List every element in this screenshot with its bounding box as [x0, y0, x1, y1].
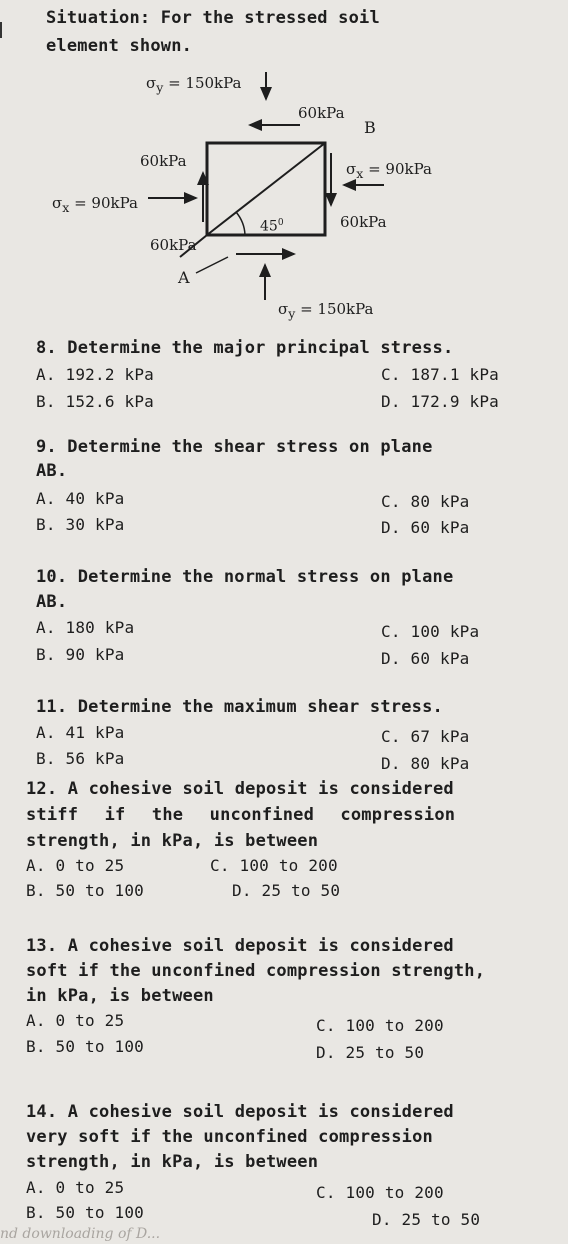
- stress-element-diagram: [0, 55, 568, 325]
- question-14-stem-1: 14. A cohesive soil deposit is considered: [26, 1102, 454, 1122]
- question-12-option-a[interactable]: A. 0 to 25: [26, 856, 125, 875]
- question-14-stem-2: very soft if the unconfined compression: [26, 1127, 433, 1147]
- shear-left-upper-label: 60kPa: [140, 152, 187, 170]
- question-12-option-d[interactable]: D. 25 to 50: [232, 881, 341, 900]
- question-8-option-a[interactable]: A. 192.2 kPa: [36, 365, 154, 384]
- sigma-x-right-label: $\sigma_x = 90kPa$: [346, 160, 432, 181]
- question-8-option-b[interactable]: B. 152.6 kPa: [36, 392, 154, 411]
- question-13-option-c[interactable]: C. 100 to 200: [316, 1016, 444, 1035]
- question-9-option-a[interactable]: A. 40 kPa: [36, 489, 125, 508]
- angle-arc: [236, 212, 245, 235]
- question-13-stem-1: 13. A cohesive soil deposit is considered: [26, 936, 454, 956]
- question-9-option-c[interactable]: C. 80 kPa: [381, 492, 470, 511]
- shear-right-label: 60kPa: [340, 213, 387, 231]
- question-11-option-b[interactable]: B. 56 kPa: [36, 749, 125, 768]
- question-9-stem-2: AB.: [36, 461, 68, 481]
- question-9-stem-1: 9. Determine the shear stress on plane: [36, 437, 433, 457]
- shear-left-lower-label: 60kPa: [150, 236, 197, 254]
- question-13-stem-2: soft if the unconfined compression strength,: [26, 961, 486, 981]
- question-10-stem-1: 10. Determine the normal stress on plane: [36, 567, 454, 587]
- question-14-option-c[interactable]: C. 100 to 200: [316, 1183, 444, 1202]
- point-a-label: A: [178, 268, 190, 287]
- question-12-stem-2: stiff if the unconfined compression: [26, 805, 456, 825]
- question-10-option-c[interactable]: C. 100 kPa: [381, 622, 480, 641]
- sigma-x-left-label: $\sigma_x = 90kPa$: [52, 194, 138, 215]
- situation-line-1: Situation: For the stressed soil: [46, 8, 380, 28]
- question-10-option-d[interactable]: D. 60 kPa: [381, 649, 470, 668]
- question-13-stem-3: in kPa, is between: [26, 986, 214, 1006]
- question-11-option-a[interactable]: A. 41 kPa: [36, 723, 125, 742]
- angle-label: $45^0$: [260, 218, 284, 235]
- question-9-option-d[interactable]: D. 60 kPa: [381, 518, 470, 537]
- question-11-option-d[interactable]: D. 80 kPa: [381, 754, 470, 773]
- question-13-option-d[interactable]: D. 25 to 50: [316, 1043, 425, 1062]
- question-10-option-b[interactable]: B. 90 kPa: [36, 645, 125, 664]
- question-11-stem-1: 11. Determine the maximum shear stress.: [36, 697, 443, 717]
- question-12-option-c[interactable]: C. 100 to 200: [210, 856, 338, 875]
- question-10-option-a[interactable]: A. 180 kPa: [36, 618, 135, 637]
- question-12-option-b[interactable]: B. 50 to 100: [26, 881, 144, 900]
- question-11-option-c[interactable]: C. 67 kPa: [381, 727, 470, 746]
- sigma-y-top-label: $\sigma_y = 150kPa$: [146, 74, 242, 95]
- shear-top-label: 60kPa: [298, 104, 345, 122]
- label-a-pointer: [196, 257, 228, 273]
- question-14-option-a[interactable]: A. 0 to 25: [26, 1178, 125, 1197]
- footer-cutoff-text: nd downloading of D...: [0, 1226, 161, 1242]
- page-edge-mark: [0, 22, 8, 38]
- question-14-stem-3: strength, in kPa, is between: [26, 1152, 319, 1172]
- question-14-option-d[interactable]: D. 25 to 50: [372, 1210, 481, 1229]
- question-9-option-b[interactable]: B. 30 kPa: [36, 515, 125, 534]
- question-12-stem-3: strength, in kPa, is between: [26, 831, 319, 851]
- question-13-option-b[interactable]: B. 50 to 100: [26, 1037, 144, 1056]
- point-b-label: B: [364, 118, 376, 137]
- question-10-stem-2: AB.: [36, 592, 68, 612]
- situation-line-2: element shown.: [46, 36, 193, 56]
- question-13-option-a[interactable]: A. 0 to 25: [26, 1011, 125, 1030]
- question-8-stem-1: 8. Determine the major principal stress.: [36, 338, 454, 358]
- question-14-option-b[interactable]: B. 50 to 100: [26, 1203, 144, 1222]
- question-12-stem-1: 12. A cohesive soil deposit is considered: [26, 779, 454, 799]
- question-8-option-d[interactable]: D. 172.9 kPa: [381, 392, 499, 411]
- question-8-option-c[interactable]: C. 187.1 kPa: [381, 365, 499, 384]
- sigma-y-bottom-label: $\sigma_y = 150kPa$: [278, 300, 374, 321]
